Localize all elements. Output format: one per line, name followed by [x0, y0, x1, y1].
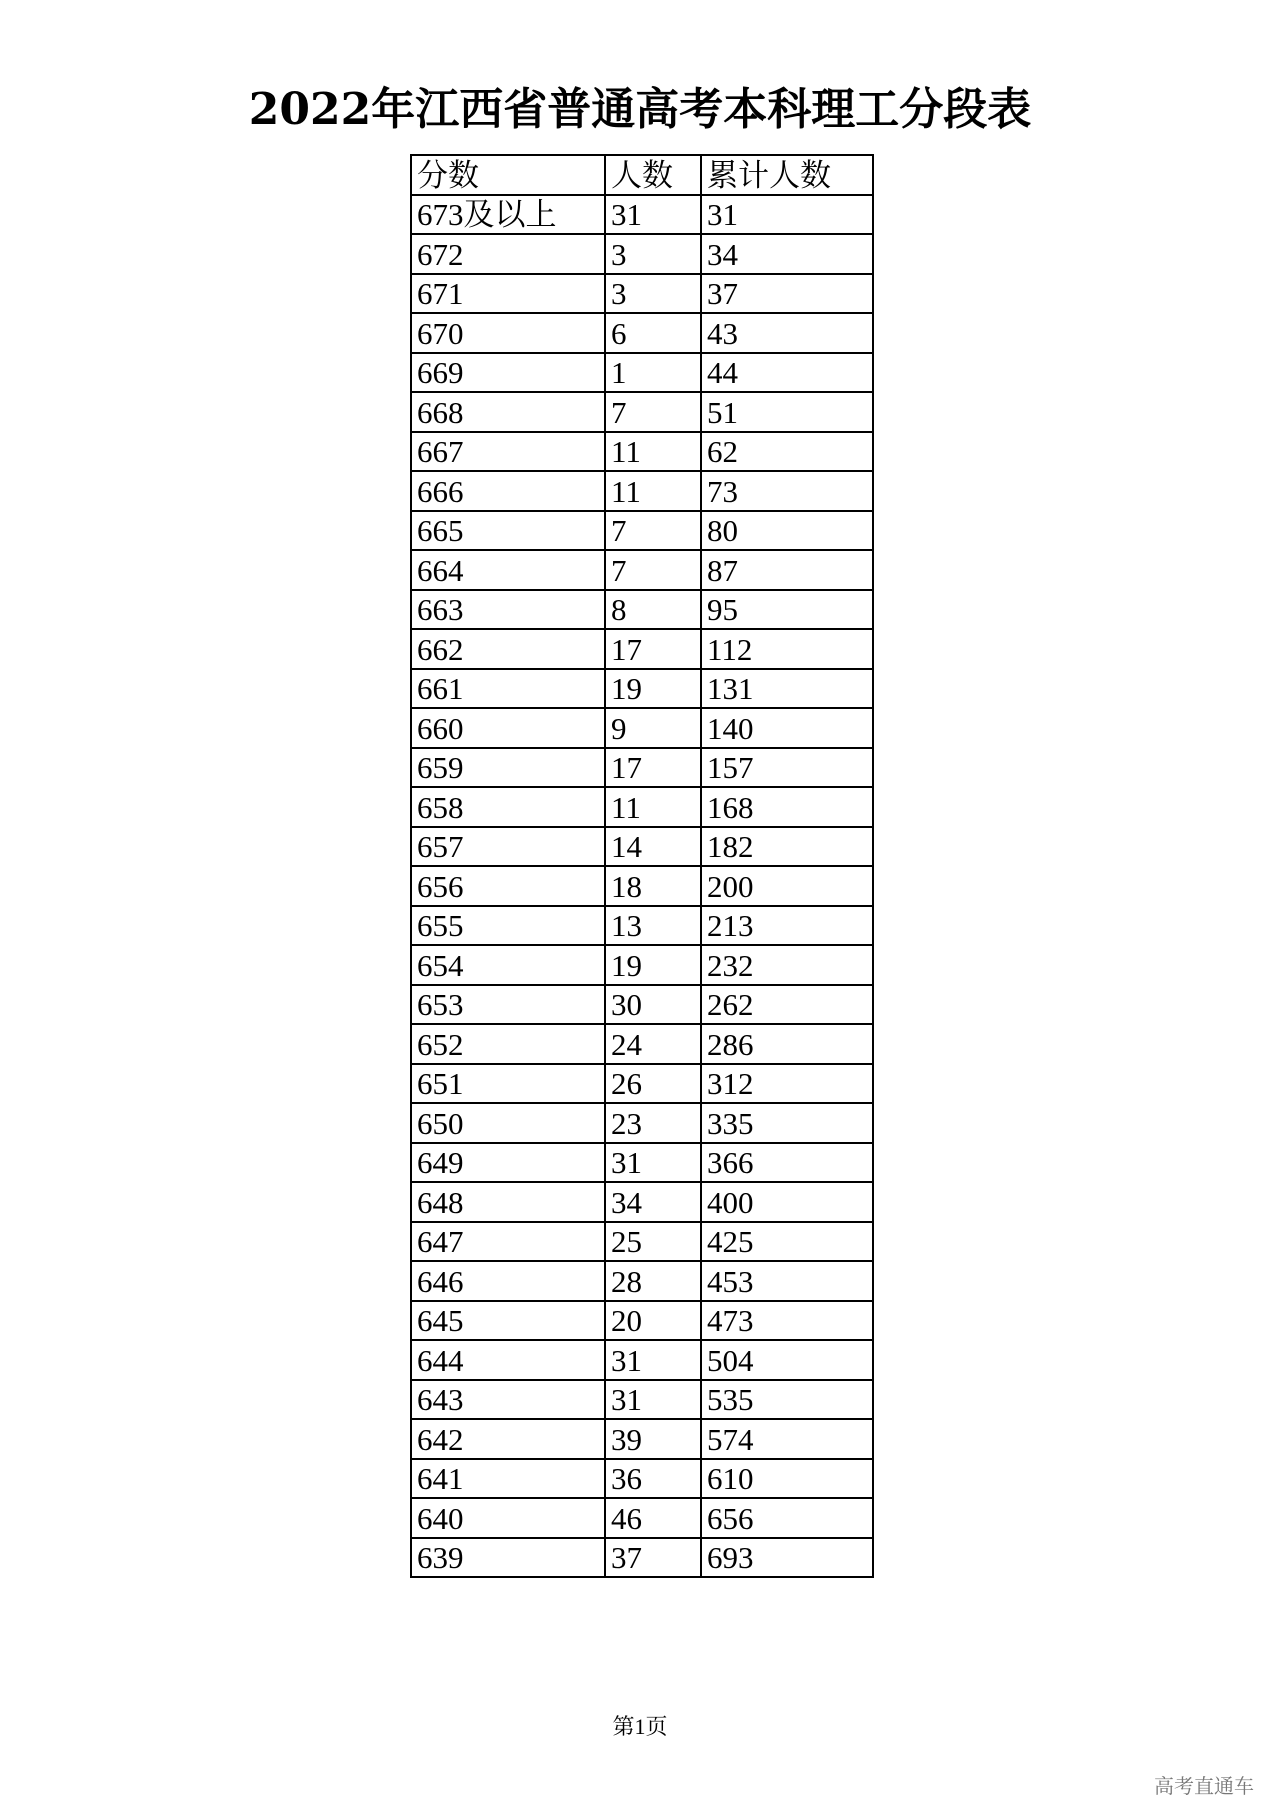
- cell-cumulative: 366: [701, 1143, 873, 1183]
- table-row: [411, 274, 873, 314]
- cell-score: 645: [411, 1301, 605, 1341]
- header-cumulative: 累计人数: [701, 155, 873, 195]
- cell-count: 36: [605, 1459, 701, 1499]
- cell-score: 671: [411, 274, 605, 314]
- cell-count: 31: [605, 1340, 701, 1380]
- cell-cumulative: 312: [701, 1064, 873, 1104]
- cell-count: 19: [605, 945, 701, 985]
- table-row: [411, 1143, 873, 1183]
- cell-score: 665: [411, 511, 605, 551]
- table-row: [411, 1182, 873, 1222]
- cell-count: 34: [605, 1182, 701, 1222]
- cell-count: 14: [605, 827, 701, 867]
- cell-count: 31: [605, 1380, 701, 1420]
- table-row: [411, 471, 873, 511]
- table-row: [411, 748, 873, 788]
- table-row: [411, 1459, 873, 1499]
- table-row: [411, 866, 873, 906]
- cell-count: 1: [605, 353, 701, 393]
- cell-count: 18: [605, 866, 701, 906]
- table-body: [411, 195, 873, 1578]
- cell-score: 659: [411, 748, 605, 788]
- cell-count: 25: [605, 1222, 701, 1262]
- page-number: 第1页: [612, 1714, 668, 1739]
- cell-cumulative: 51: [701, 392, 873, 432]
- table-row: [411, 550, 873, 590]
- cell-cumulative: 44: [701, 353, 873, 393]
- table-row: [411, 945, 873, 985]
- cell-cumulative: 693: [701, 1538, 873, 1578]
- header-score: 分数: [411, 155, 605, 195]
- cell-score: 667: [411, 432, 605, 472]
- cell-cumulative: 31: [701, 195, 873, 235]
- table-header-row: [411, 155, 873, 195]
- cell-count: 19: [605, 669, 701, 709]
- cell-cumulative: 80: [701, 511, 873, 551]
- cell-score: 664: [411, 550, 605, 590]
- cell-score: 656: [411, 866, 605, 906]
- table-row: [411, 1024, 873, 1064]
- cell-cumulative: 425: [701, 1222, 873, 1262]
- cell-score: 673及以上: [411, 195, 605, 235]
- table-row: [411, 1064, 873, 1104]
- cell-count: 9: [605, 708, 701, 748]
- cell-score: 662: [411, 629, 605, 669]
- cell-cumulative: 535: [701, 1380, 873, 1420]
- cell-score: 643: [411, 1380, 605, 1420]
- score-distribution-table: [410, 154, 874, 1578]
- cell-count: 11: [605, 787, 701, 827]
- cell-cumulative: 473: [701, 1301, 873, 1341]
- table-row: [411, 1538, 873, 1578]
- table-row: [411, 985, 873, 1025]
- table-row: [411, 1222, 873, 1262]
- cell-count: 7: [605, 392, 701, 432]
- cell-count: 30: [605, 985, 701, 1025]
- cell-count: 7: [605, 550, 701, 590]
- cell-count: 39: [605, 1419, 701, 1459]
- cell-score: 650: [411, 1103, 605, 1143]
- cell-score: 670: [411, 313, 605, 353]
- cell-count: 31: [605, 1143, 701, 1183]
- table-row: [411, 234, 873, 274]
- table-row: [411, 708, 873, 748]
- cell-score: 640: [411, 1498, 605, 1538]
- cell-cumulative: 62: [701, 432, 873, 472]
- table-row: [411, 827, 873, 867]
- cell-cumulative: 504: [701, 1340, 873, 1380]
- table-row: [411, 392, 873, 432]
- cell-count: 28: [605, 1261, 701, 1301]
- cell-count: 23: [605, 1103, 701, 1143]
- cell-score: 641: [411, 1459, 605, 1499]
- cell-count: 17: [605, 629, 701, 669]
- cell-cumulative: 168: [701, 787, 873, 827]
- cell-score: 642: [411, 1419, 605, 1459]
- cell-cumulative: 574: [701, 1419, 873, 1459]
- table-row: [411, 1340, 873, 1380]
- table-row: [411, 1103, 873, 1143]
- cell-cumulative: 400: [701, 1182, 873, 1222]
- table-row: [411, 1380, 873, 1420]
- cell-cumulative: 610: [701, 1459, 873, 1499]
- cell-count: 3: [605, 274, 701, 314]
- cell-count: 46: [605, 1498, 701, 1538]
- cell-count: 24: [605, 1024, 701, 1064]
- cell-count: 26: [605, 1064, 701, 1104]
- cell-score: 661: [411, 669, 605, 709]
- cell-score: 644: [411, 1340, 605, 1380]
- cell-score: 668: [411, 392, 605, 432]
- watermark-text: 高考直通车: [1154, 1774, 1254, 1798]
- cell-cumulative: 34: [701, 234, 873, 274]
- table-row: [411, 1498, 873, 1538]
- cell-score: 663: [411, 590, 605, 630]
- table-row: [411, 590, 873, 630]
- cell-score: 652: [411, 1024, 605, 1064]
- cell-cumulative: 262: [701, 985, 873, 1025]
- cell-score: 672: [411, 234, 605, 274]
- cell-score: 651: [411, 1064, 605, 1104]
- table-row: [411, 629, 873, 669]
- cell-score: 648: [411, 1182, 605, 1222]
- cell-cumulative: 131: [701, 669, 873, 709]
- table-row: [411, 1261, 873, 1301]
- cell-count: 17: [605, 748, 701, 788]
- cell-score: 658: [411, 787, 605, 827]
- cell-score: 655: [411, 906, 605, 946]
- cell-cumulative: 43: [701, 313, 873, 353]
- page-title: 2022年江西省普通高考本科理工分段表: [248, 84, 1032, 135]
- cell-cumulative: 112: [701, 629, 873, 669]
- cell-cumulative: 200: [701, 866, 873, 906]
- table-row: [411, 353, 873, 393]
- cell-cumulative: 213: [701, 906, 873, 946]
- table-row: [411, 1301, 873, 1341]
- cell-count: 7: [605, 511, 701, 551]
- cell-score: 647: [411, 1222, 605, 1262]
- cell-score: 660: [411, 708, 605, 748]
- cell-score: 646: [411, 1261, 605, 1301]
- table-row: [411, 313, 873, 353]
- cell-cumulative: 157: [701, 748, 873, 788]
- cell-cumulative: 182: [701, 827, 873, 867]
- cell-cumulative: 656: [701, 1498, 873, 1538]
- cell-score: 653: [411, 985, 605, 1025]
- cell-count: 6: [605, 313, 701, 353]
- cell-score: 639: [411, 1538, 605, 1578]
- cell-count: 8: [605, 590, 701, 630]
- table-row: [411, 511, 873, 551]
- cell-score: 649: [411, 1143, 605, 1183]
- cell-cumulative: 453: [701, 1261, 873, 1301]
- cell-score: 666: [411, 471, 605, 511]
- table-row: [411, 432, 873, 472]
- cell-cumulative: 37: [701, 274, 873, 314]
- cell-count: 37: [605, 1538, 701, 1578]
- cell-cumulative: 87: [701, 550, 873, 590]
- cell-count: 13: [605, 906, 701, 946]
- cell-cumulative: 140: [701, 708, 873, 748]
- cell-count: 11: [605, 471, 701, 511]
- cell-score: 654: [411, 945, 605, 985]
- cell-count: 20: [605, 1301, 701, 1341]
- cell-count: 3: [605, 234, 701, 274]
- table-row: [411, 669, 873, 709]
- cell-cumulative: 335: [701, 1103, 873, 1143]
- cell-count: 31: [605, 195, 701, 235]
- cell-score: 669: [411, 353, 605, 393]
- header-count: 人数: [605, 155, 701, 195]
- table-row: [411, 787, 873, 827]
- cell-cumulative: 232: [701, 945, 873, 985]
- cell-cumulative: 73: [701, 471, 873, 511]
- table-row: [411, 195, 873, 235]
- table-row: [411, 1419, 873, 1459]
- cell-score: 657: [411, 827, 605, 867]
- table-row: [411, 906, 873, 946]
- cell-count: 11: [605, 432, 701, 472]
- cell-cumulative: 286: [701, 1024, 873, 1064]
- cell-cumulative: 95: [701, 590, 873, 630]
